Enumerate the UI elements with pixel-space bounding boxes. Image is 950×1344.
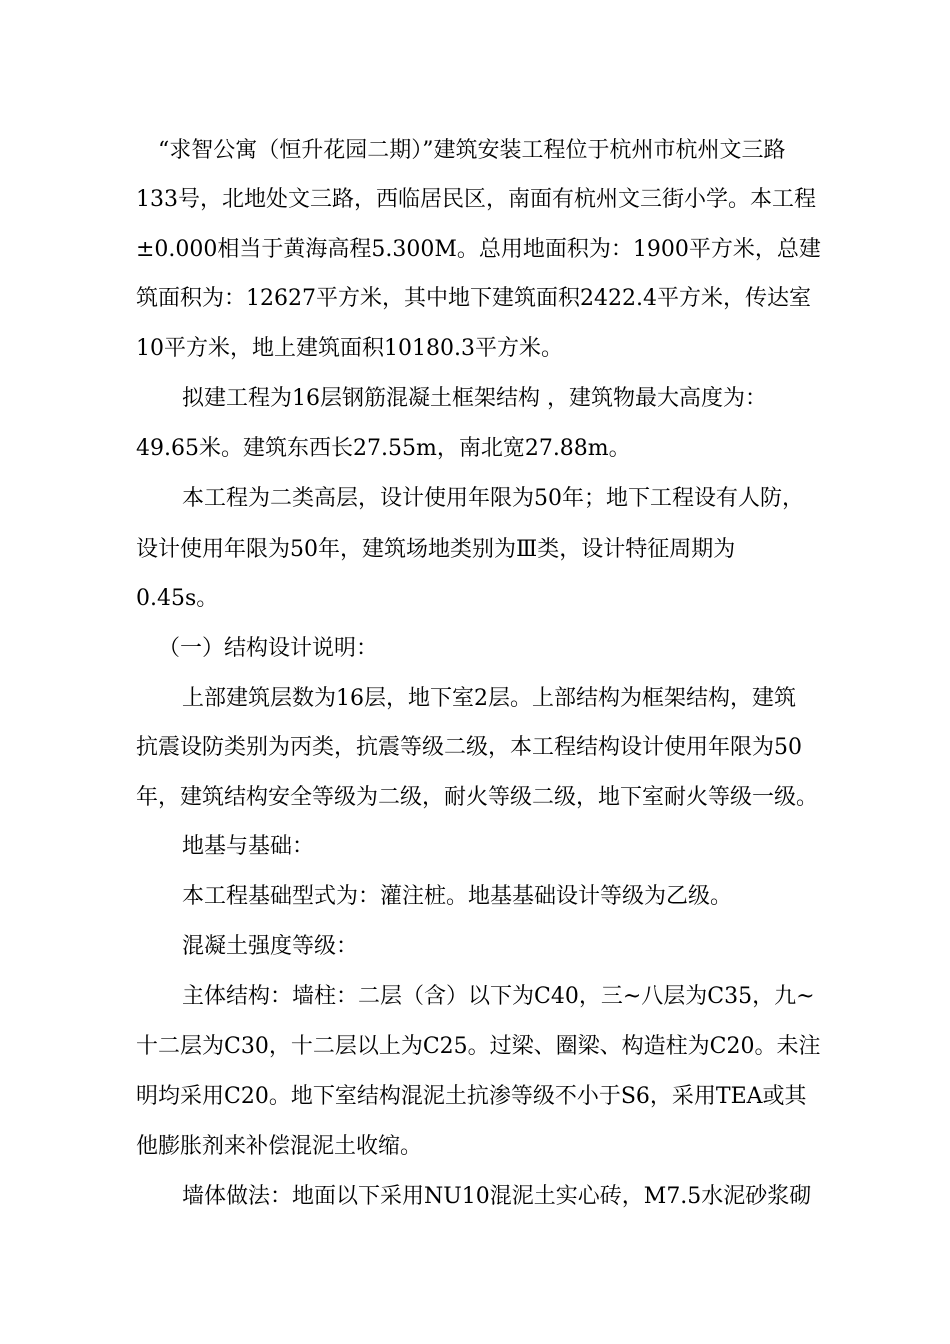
paragraph-line: ±0.000相当于黄海高程5.300M。总用地面积为：1900平方米，总建 bbox=[136, 237, 821, 262]
paragraph-line: 明均采用C20。地下室结构混泥土抗渗等级不小于S6，采用TEA或其 bbox=[136, 1084, 807, 1109]
paragraph-line: 本工程基础型式为：灌注桩。地基基础设计等级为乙级。 bbox=[182, 884, 733, 909]
paragraph-line: 0.45s。 bbox=[136, 586, 219, 611]
paragraph-line: 墙体做法：地面以下采用NU10混泥土实心砖，M7.5水泥砂浆砌 bbox=[182, 1184, 812, 1209]
subsection-heading: 地基与基础： bbox=[182, 834, 315, 859]
paragraph-line: 主体结构：墙柱：二层（含）以下为C40，三~八层为C35，九~ bbox=[182, 984, 815, 1009]
subsection-heading: 混凝土强度等级： bbox=[182, 934, 359, 959]
paragraph-line: 十二层为C30，十二层以上为C25。过梁、圈梁、构造柱为C20。未注 bbox=[136, 1034, 821, 1059]
paragraph-line: 本工程为二类高层，设计使用年限为50年；地下工程设有人防， bbox=[182, 486, 804, 511]
paragraph-line: 133号，北地处文三路，西临居民区，南面有杭州文三街小学。本工程 bbox=[136, 187, 816, 212]
section-heading: （一）结构设计说明： bbox=[158, 636, 379, 661]
paragraph-line: 设计使用年限为50年，建筑场地类别为Ⅲ类，设计特征周期为 bbox=[136, 537, 736, 562]
paragraph-line: 年，建筑结构安全等级为二级，耐火等级二级，地下室耐火等级一级。 bbox=[136, 785, 819, 810]
paragraph-line: 10平方米，地上建筑面积10180.3平方米。 bbox=[136, 336, 563, 361]
paragraph-line: 他膨胀剂来补偿混泥土收缩。 bbox=[136, 1134, 423, 1159]
paragraph-line: 上部建筑层数为16层，地下室2层。上部结构为框架结构，建筑 bbox=[182, 686, 796, 711]
paragraph-line: 49.65米。建筑东西长27.55m，南北宽27.88m。 bbox=[136, 436, 631, 461]
paragraph-line: 筑面积为：12627平方米，其中地下建筑面积2422.4平方米，传达室 bbox=[136, 286, 811, 311]
paragraph-line: 抗震设防类别为丙类，抗震等级二级，本工程结构设计使用年限为50 bbox=[136, 735, 802, 760]
paragraph-line: 拟建工程为16层钢筋混凝土框架结构 ，建筑物最大高度为： bbox=[182, 386, 767, 411]
paragraph-line: “求智公寓（恒升花园二期）”建筑安装工程位于杭州市杭州文三路 bbox=[158, 138, 786, 163]
